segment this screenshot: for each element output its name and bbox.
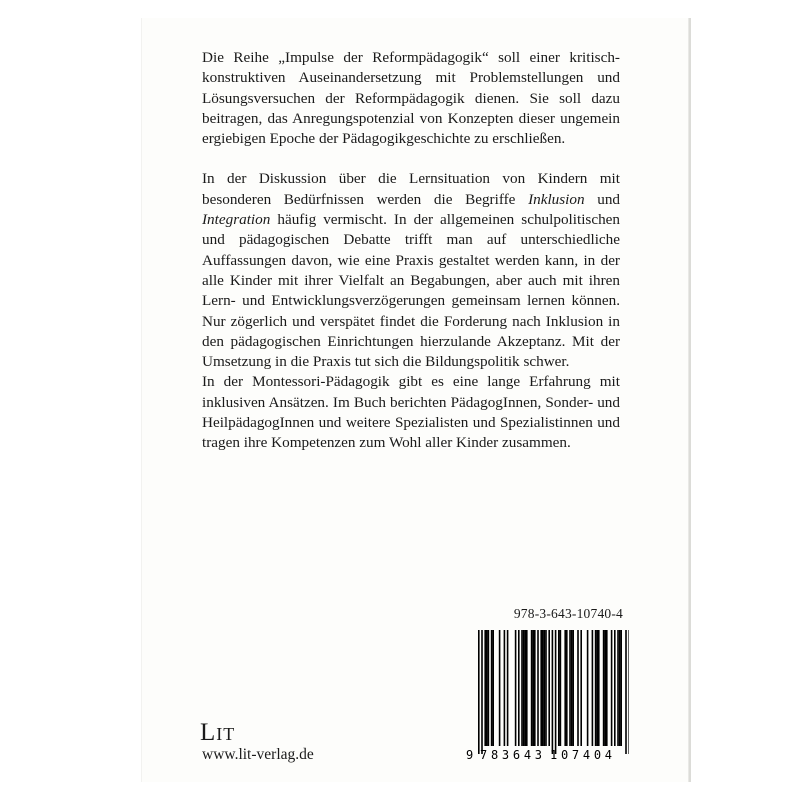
barcode-bar [603,630,605,746]
term-inklusion: Inklusion [528,190,585,208]
barcode-bar [504,630,506,746]
barcode-bar [544,630,546,746]
barcode-bar [596,630,598,746]
barcode-bar [617,630,619,746]
barcode-bar [558,630,560,746]
barcode-bar [478,630,480,754]
barcode-bar [548,630,550,746]
barcode-bar [515,630,517,746]
barcode-bar [526,630,528,746]
publisher-website[interactable]: www.lit-verlag.de [202,746,314,763]
barcode-bar [484,630,486,746]
barcode-bar [499,630,501,746]
barcode-lead-digit: 9 [466,748,474,762]
paragraph-montessori: In der Montessori-Pädagogik gibt es eine lange Erfahrung mit inklusiven Ansätzen. Im Buch berichten PädagogInnen, Sonder- und HeilpädagogInnen und weitere Spezialisten und Spezialistinnen und tragen ihre Kompetenzen zum Wohl aller Kinder zusammen. [202,373,620,452]
barcode-bar [545,630,547,746]
barcode-bar [523,630,525,746]
barcode-bar [518,630,520,746]
barcode-bar [521,630,523,746]
book-back-cover [142,18,688,782]
barcode-image [464,628,629,762]
barcode-bar [598,630,600,746]
barcode-bar [488,630,490,746]
barcode-bar [595,630,597,746]
barcode-bar [534,630,536,746]
barcode-bar [625,630,627,754]
barcode-bar [628,630,629,754]
barcode-bar [564,630,566,746]
barcode-bar [491,630,493,746]
barcode-left-digits: 783643 [480,748,542,762]
barcode-bar [532,630,534,746]
barcode-bar [620,630,622,746]
barcode-bar [560,630,562,746]
barcode-bar [507,630,509,746]
barcode-bar [606,630,608,746]
barcode-bar [524,630,526,746]
barcode-bar [571,630,573,746]
barcode-bar [619,630,621,746]
barcode-right-digits: 107404 [550,748,612,762]
barcode-bar [611,630,613,746]
barcode-bar [604,630,606,746]
barcode-bar [492,630,494,746]
paragraph-inclusion: In der Diskussion über die Lernsituation von Kindern mit besonderen Bedürfnissen werden die Begriffe Inklusion und Integration häufig vermischt. In der allgemeinen schulpolitischen und pädagogischen Debatte trifft man auf unterschiedliche Auffassungen davon, wie eine Praxis gestaltet werden kann, in der alle Kinder mit ihrer Vielfalt an Begabungen, aber auch mit ihren Lern- und Entwicklungsverzögerungen gemeinsam lernen können. Nur zögerlich und verspätet findet die Forderung nach Inklusion in den pädagogischen Einrichtungen hierzulande Akzeptanz. Mit der Umsetzung in die Praxis tut sich die Bildungspolitik schwer. [202,170,621,371]
barcode-bar [540,630,542,746]
barcode-bar [552,630,554,754]
barcode-bar [531,630,533,746]
barcode-bar [569,630,571,746]
barcode-bar [481,630,483,754]
barcode-bar [537,630,539,746]
barcode-bar [587,630,589,746]
blurb-text [202,48,620,454]
barcode-bar [592,630,594,746]
barcode-bar [614,630,616,746]
barcode-bar [580,630,582,746]
barcode-bar [486,630,488,746]
isbn-label: 978-3-643-10740-4 [513,606,623,621]
barcode-bar [542,630,544,746]
barcode-bar [555,630,557,754]
barcode-bar [566,630,568,746]
paragraph-series: Die Reihe „Impulse der Reformpädagogik“ soll einer kritisch-konstruktiven Auseinandersetzung mit Problemstellungen und Lösungsversuchen der Reformpädagogik dienen. Sie soll dazu beitragen, das Anregungspotenzial von Konzepten dieser ungemein ergiebigen Epoche der Pädagogikgeschichte zu erschließen. [202,49,620,148]
publisher-logo: Lit [200,719,236,746]
barcode-bar [577,630,579,746]
term-integration: Integration [202,211,271,229]
barcode-bar [572,630,574,746]
